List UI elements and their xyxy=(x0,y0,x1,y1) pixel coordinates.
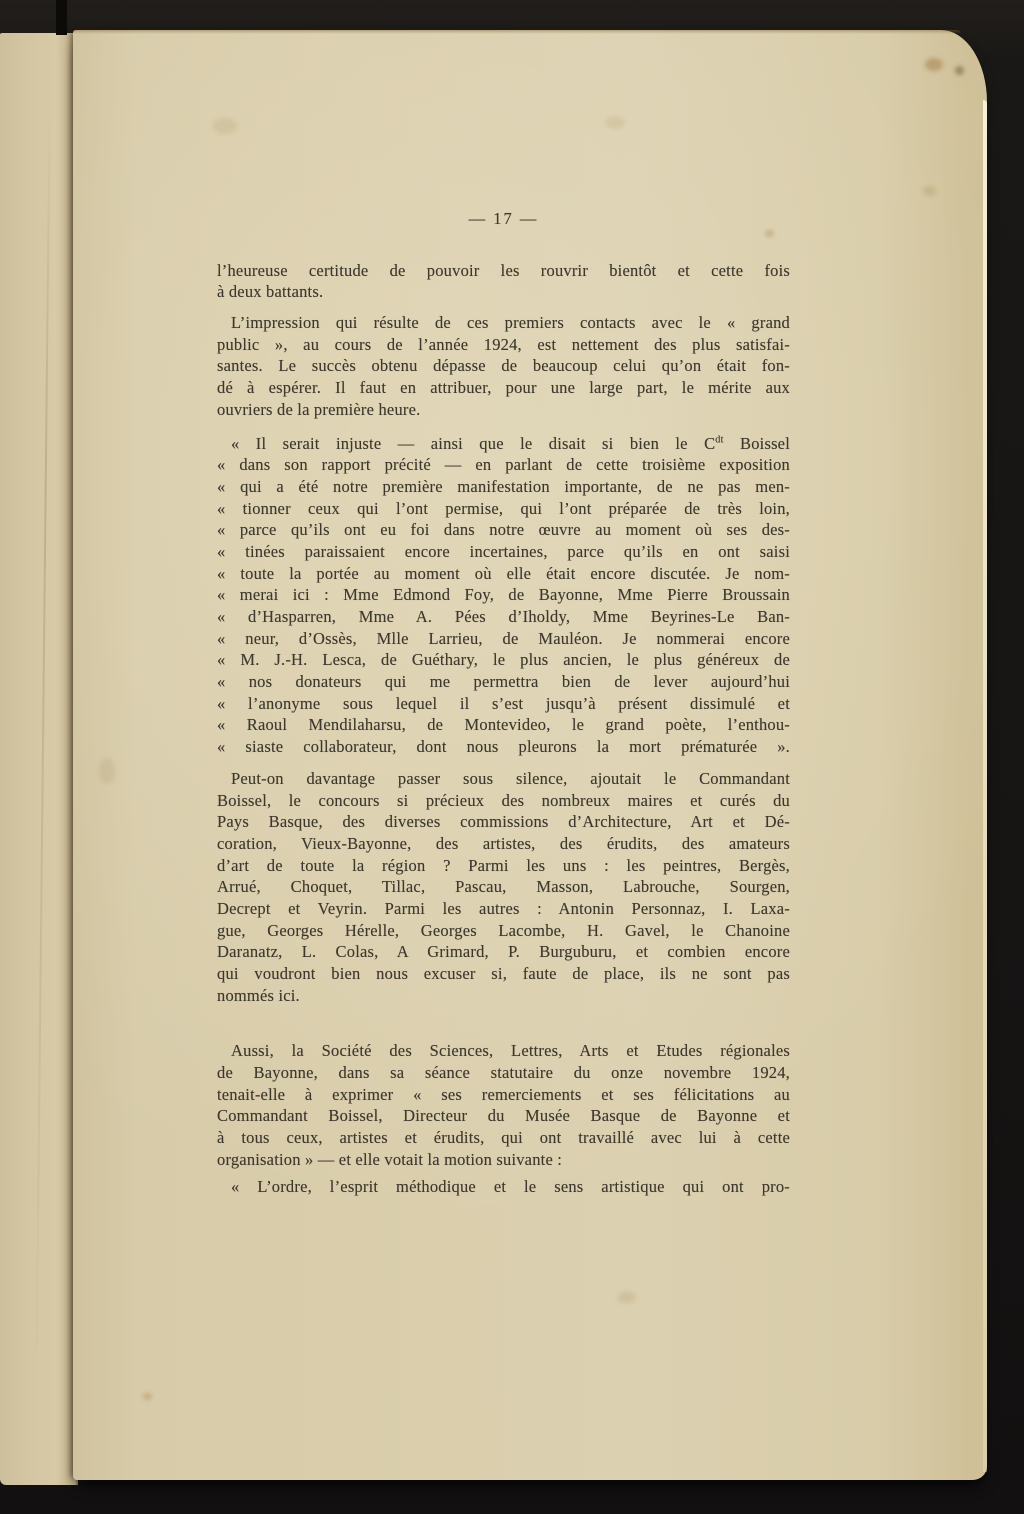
paragraph-motion-start xyxy=(217,1176,790,1198)
paragraph-peut-on xyxy=(217,768,790,1007)
text-line: ouvriers de la première heure. xyxy=(217,399,421,419)
text-line: « d’Hasparren, Mme A. Pées d’Iholdy, Mme Beyrines-Le Ban- xyxy=(217,607,790,626)
binding-gap xyxy=(56,0,67,35)
text-line: « Raoul Mendilaharsu, de Montevideo, le grand poète, l’enthou- xyxy=(217,715,790,735)
text-line: Boissel, le concours si précieux des nombreux maires et curés du xyxy=(217,790,790,810)
paragraph-opening xyxy=(217,260,790,303)
text-line: Decrept et Veyrin. Parmi les autres : Antonin Personnaz, I. Laxa- xyxy=(217,898,790,918)
text-line: « siaste collaborateur, dont nous pleurons la mort prématurée ». xyxy=(217,737,790,757)
foxing-stain xyxy=(99,758,115,784)
text-line: à tous ceux, artistes et érudits, qui ont travaillé avec lui à cette xyxy=(217,1128,790,1148)
text-line: « neur, d’Ossès, Mlle Larrieu, de Mauléon. Je nommerai encore xyxy=(217,628,790,648)
text-line: tenait-elle à exprimer « ses remerciements et ses félicitations au xyxy=(217,1084,790,1104)
text-line: « L’ordre, l’esprit méthodique et le sens artistique qui ont pro- xyxy=(231,1176,790,1196)
foxing-stain xyxy=(923,186,936,196)
text-line: « M. J.-H. Lesca, de Guéthary, le plus ancien, le plus généreux de xyxy=(217,650,790,670)
text-line: L’impression qui résulte de ces premiers contacts avec le « grand xyxy=(231,313,790,333)
foxing-stain xyxy=(925,58,943,71)
text-line: dé à espérer. Il faut en attribuer, pour une large part, le mérite aux xyxy=(217,378,790,398)
foxing-stain xyxy=(213,118,237,134)
quote-block-boissel xyxy=(217,433,790,758)
text-line: gue, Georges Hérelle, Georges Lacombe, H. Gavel, le Chanoine xyxy=(217,920,790,940)
page-number: — 17 — xyxy=(468,209,539,228)
paragraph-societe xyxy=(217,1040,790,1170)
text-line: coration, Vieux-Bayonne, des artistes, des érudits, des amateurs xyxy=(217,833,790,853)
text-line: organisation » — et elle votait la motion suivante : xyxy=(217,1149,563,1169)
text-column xyxy=(217,208,790,1197)
page-stack-edge xyxy=(0,33,78,1485)
text-line: « nos donateurs qui me permettra bien de lever aujourd’hui xyxy=(217,672,790,692)
text-line: « l’anonyme sous lequel il s’est jusqu’à présent dissimulé et xyxy=(217,693,790,713)
text-line: « tionner ceux qui l’ont permise, qui l’ont préparée de très loin, xyxy=(217,498,790,518)
text-line: Commandant Boissel, Directeur du Musée Basque de Bayonne et xyxy=(217,1106,790,1126)
text-line: Pays Basque, des diverses commissions d’Architecture, Art et Dé- xyxy=(217,812,790,832)
foxing-stain xyxy=(605,116,625,129)
text-line: « merai ici : Mme Edmond Foy, de Bayonne, Mme Pierre Broussain xyxy=(217,585,790,605)
paragraph-impression xyxy=(217,312,790,420)
paper-crease xyxy=(35,93,51,1393)
text-line: Peut-on davantage passer sous silence, ajoutait le Commandant xyxy=(231,768,790,788)
text-line: qui voudront bien nous excuser si, faute de place, ils ne sont pas xyxy=(217,964,790,983)
text-line: santes. Le succès obtenu dépasse de beaucoup celui qu’on était fon- xyxy=(217,356,790,376)
book-page xyxy=(73,30,987,1480)
text-line: l’heureuse certitude de pouvoir les rouvrir bientôt et cette fois xyxy=(217,260,790,280)
text-line: d’art de toute la région ? Parmi les uns : les peintres, Bergès, xyxy=(217,855,790,875)
foxing-stain xyxy=(955,66,964,75)
text-line: « tinées paraissaient encore incertaines, parce qu’ils en ont saisi xyxy=(217,541,790,561)
text-line: « Il serait injuste — ainsi que le disait si bien le $C^{dt}$ Boissel xyxy=(231,433,790,453)
text-line: Arrué, Choquet, Tillac, Pascau, Masson, Labrouche, Sourgen, xyxy=(217,877,790,897)
text-line: de Bayonne, dans sa séance statutaire du onze novembre 1924, xyxy=(217,1063,790,1083)
text-line: public », au cours de l’année 1924, est nettement des plus satisfai- xyxy=(217,334,790,354)
text-line: « toute la portée au moment où elle était encore discutée. Je nom- xyxy=(217,563,790,583)
text-line: Daranatz, L. Colas, A Grimard, P. Burguburu, et combien encore xyxy=(217,942,790,962)
text-line: « qui a été notre première manifestation importante, de ne pas men- xyxy=(217,476,790,496)
text-line: Aussi, la Société des Sciences, Lettres, Arts et Etudes régionales xyxy=(231,1041,790,1061)
text-line: « dans son rapport précité — en parlant de cette troisième exposition xyxy=(217,455,790,475)
text-line: nommés ici. xyxy=(217,985,300,1005)
foxing-stain xyxy=(618,1292,636,1303)
text-line: à deux battants. xyxy=(217,282,324,302)
text-line: « parce qu’ils ont eu foi dans notre œuvre au moment où ses des- xyxy=(217,520,790,540)
foxing-stain xyxy=(143,1393,152,1400)
